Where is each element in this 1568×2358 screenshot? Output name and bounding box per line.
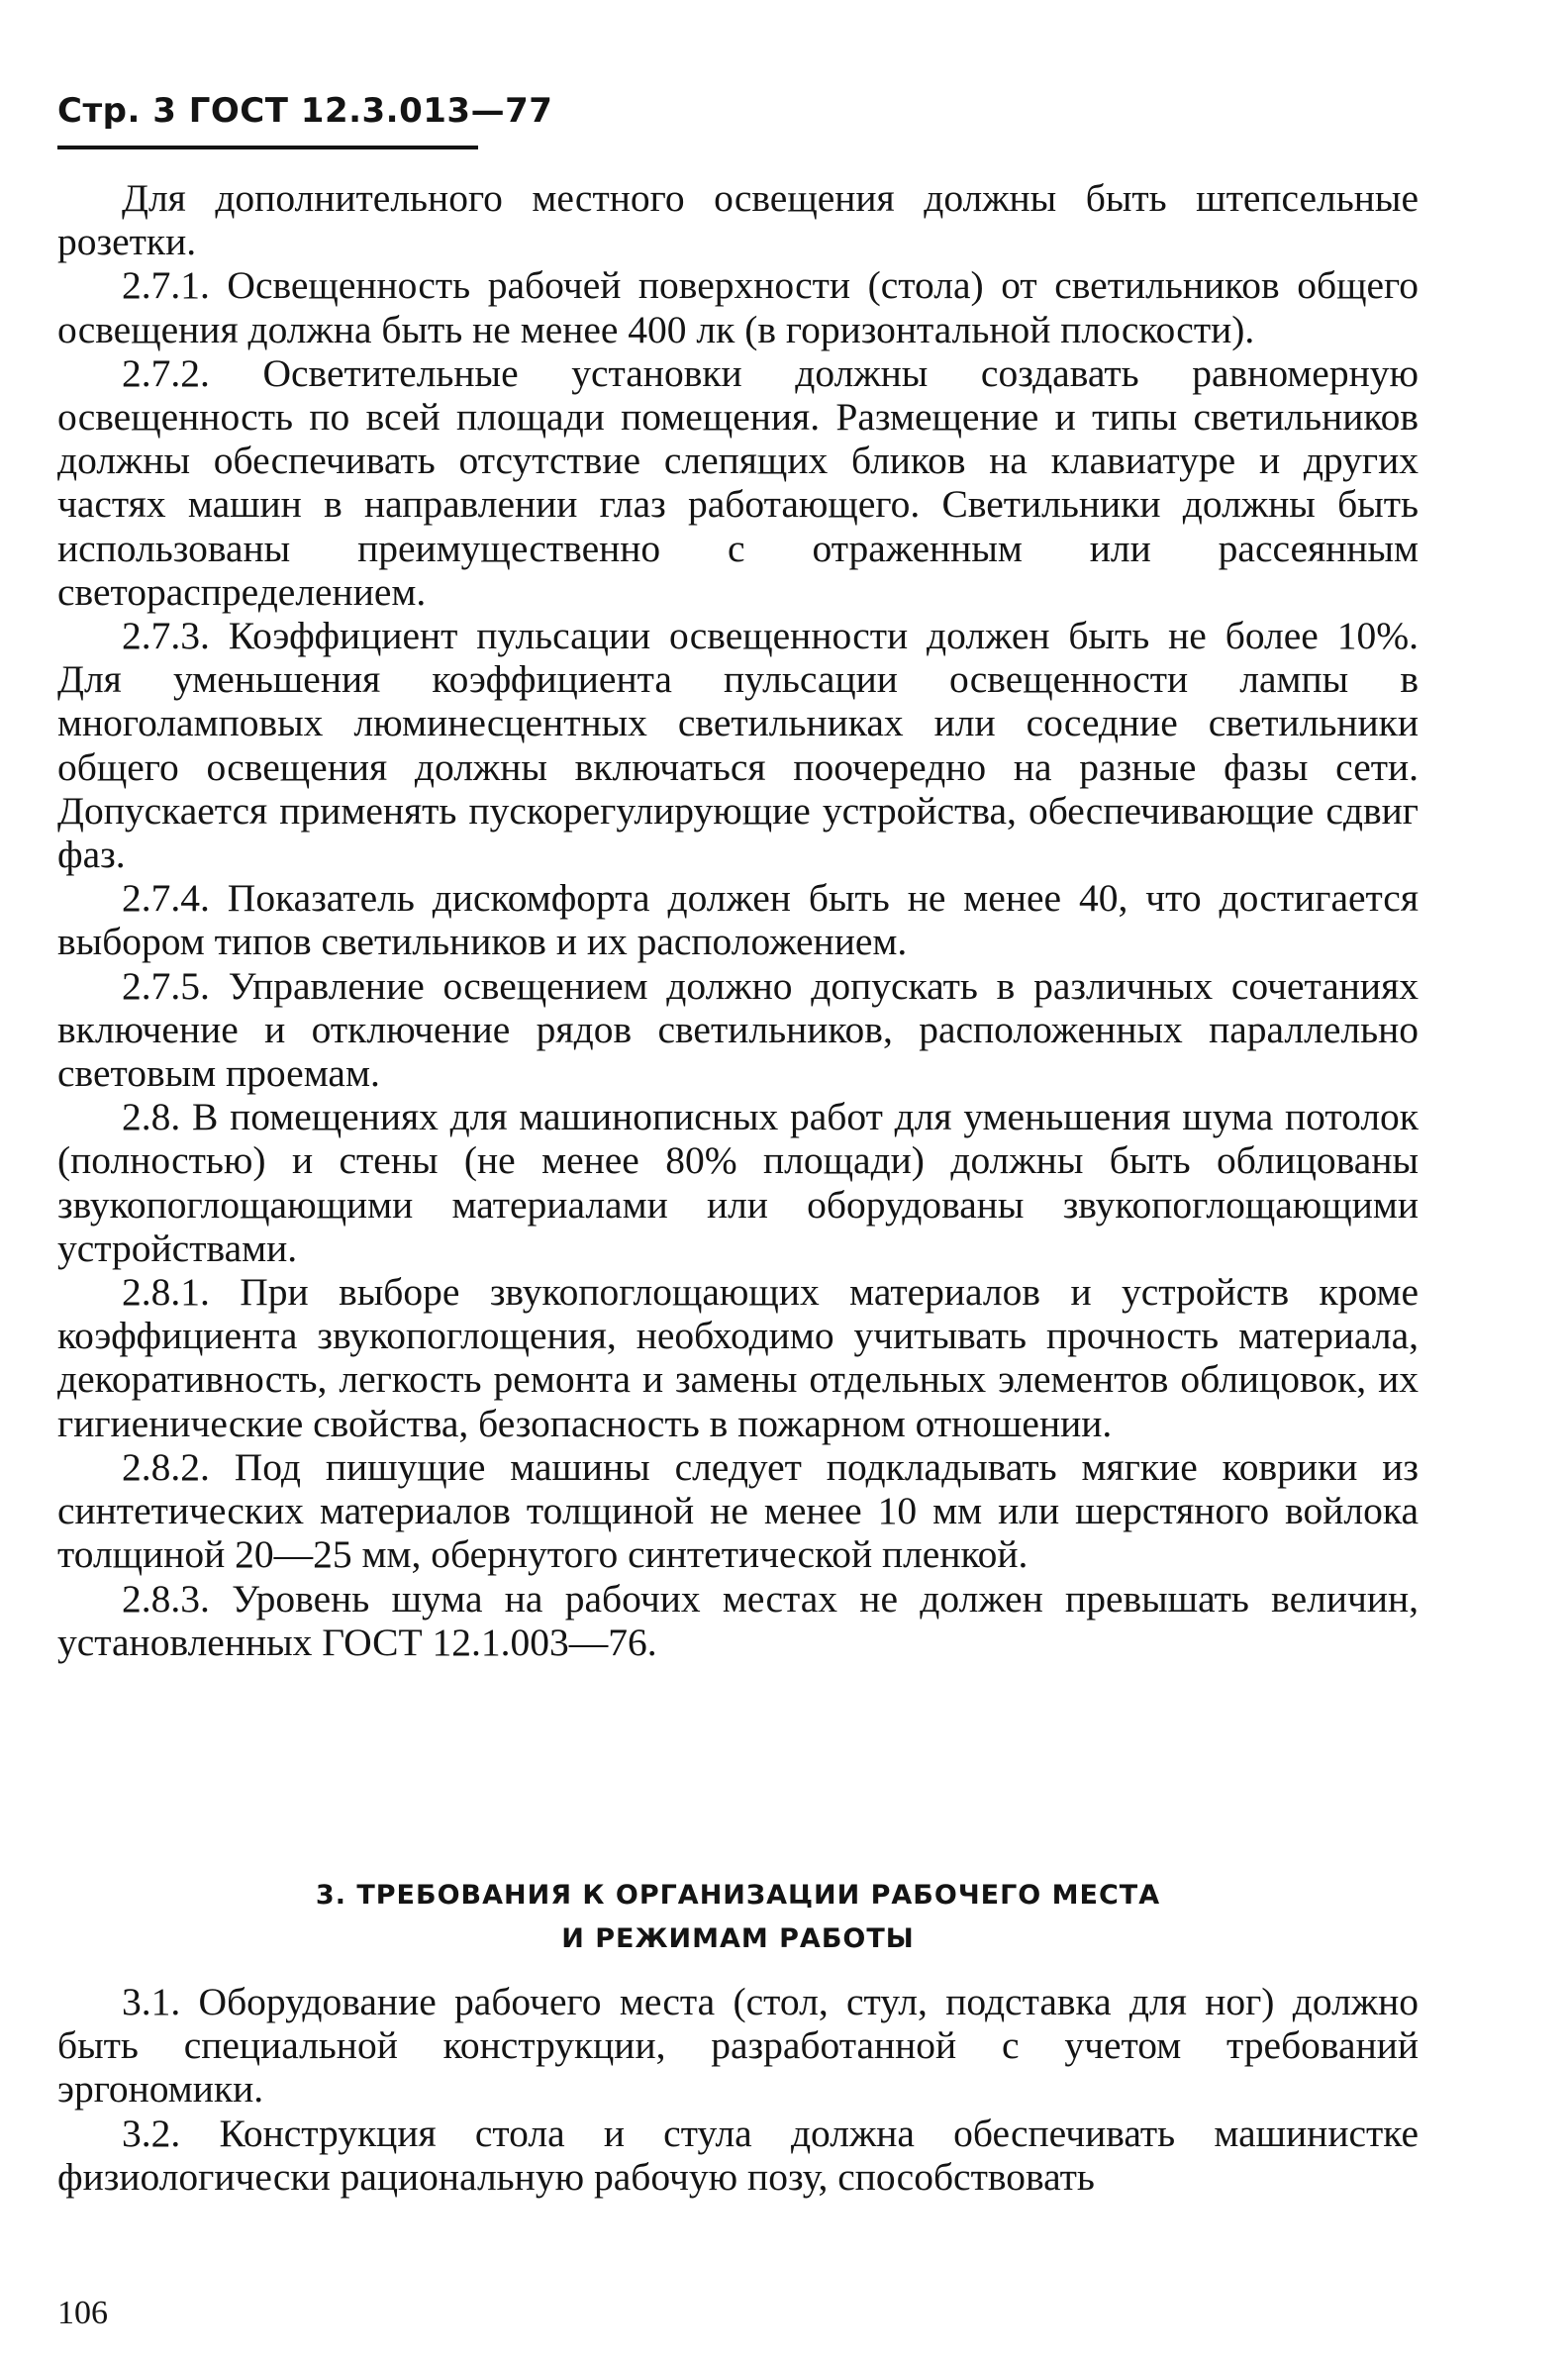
section-3-heading [57, 1874, 1419, 1961]
page-header: Стр. 3 ГОСТ 12.3.013—77 [57, 91, 553, 131]
section-3-heading-line-2: И РЕЖИМАМ РАБОТЫ [561, 1923, 915, 1954]
paragraph-2-7-2: 2.7.2. Осветительные установки должны создавать равномерную освещенность по всей площади помещения. Размещение и типы светильников должны обеспечивать отсутствие слепящих бликов на клавиатуре и других частях машин в направлении глаз работающего. Светильники должны быть использованы преимущественно с отраженным или рассеянным светораспределением. [57, 350, 1419, 614]
paragraph-2-8-3: 2.8.3. Уровень шума на рабочих местах не должен превышать величин, установленных ГОСТ 12.1.003—76. [57, 1576, 1419, 1664]
body-text [57, 176, 1419, 1664]
paragraph-2-8: 2.8. В помещениях для машинописных работ для уменьшения шума потолок (полностью) и стены (не менее 80% площади) должны быть облицованы звукопоглощающими материалами или оборудованы звукопоглощающими устройствами. [57, 1095, 1419, 1270]
paragraph-2-7-3: 2.7.3. Коэффициент пульсации освещенности должен быть не более 10%. Для уменьшения коэффициента пульсации освещенности лампы в многоламповых люминесцентных светильниках или соседние светильники общего освещения должны включаться поочередно на разные фазы сети. Допускается применять пускорегулирующие устройства, обеспечивающие сдвиг фаз. [57, 614, 1419, 877]
paragraph-3-2: 3.2. Конструкция стола и стула должна обеспечивать машинистке физиологически рациональную рабочую позу, способствовать [57, 2111, 1419, 2199]
paragraph-2-7-1: 2.7.1. Освещенность рабочей поверхности (стола) от светильников общего освещения должна быть не менее 400 лк (в горизонтальной плоскости). [57, 263, 1419, 351]
paragraph-2-8-2: 2.8.2. Под пишущие машины следует подкладывать мягкие коврики из синтетических материалов толщиной не менее 10 мм или шерстяного войлока толщиной 20—25 мм, обернутого синтетической пленкой. [57, 1444, 1419, 1577]
paragraph-2-7-5: 2.7.5. Управление освещением должно допускать в различных сочетаниях включение и отключение рядов светильников, расположенных параллельно световым проемам. [57, 963, 1419, 1096]
paragraph-2-7-4: 2.7.4. Показатель дискомфорта должен быть не менее 40, что достигается выбором типов светильников и их расположением. [57, 876, 1419, 964]
section-3-heading-line-1: 3. ТРЕБОВАНИЯ К ОРГАНИЗАЦИИ РАБОЧЕГО МЕСТА [315, 1880, 1161, 1911]
paragraph-local-lighting: Для дополнительного местного освещения должны быть штепсельные розетки. [57, 176, 1419, 264]
page-number: 106 [57, 2295, 108, 2331]
section-3-body [57, 1980, 1419, 2199]
paragraph-3-1: 3.1. Оборудование рабочего места (стол, стул, подставка для ног) должно быть специальной конструкции, разработанной с учетом требований эргономики. [57, 1980, 1419, 2112]
paragraph-2-8-1: 2.8.1. При выборе звукопоглощающих материалов и устройств кроме коэффициента звукопоглощения, необходимо учитывать прочность материала, декоративность, легкость ремонта и замены отдельных элементов облицовок, их гигиенические свойства, безопасность в пожарном отношении. [57, 1270, 1419, 1445]
header-rule [57, 146, 478, 149]
